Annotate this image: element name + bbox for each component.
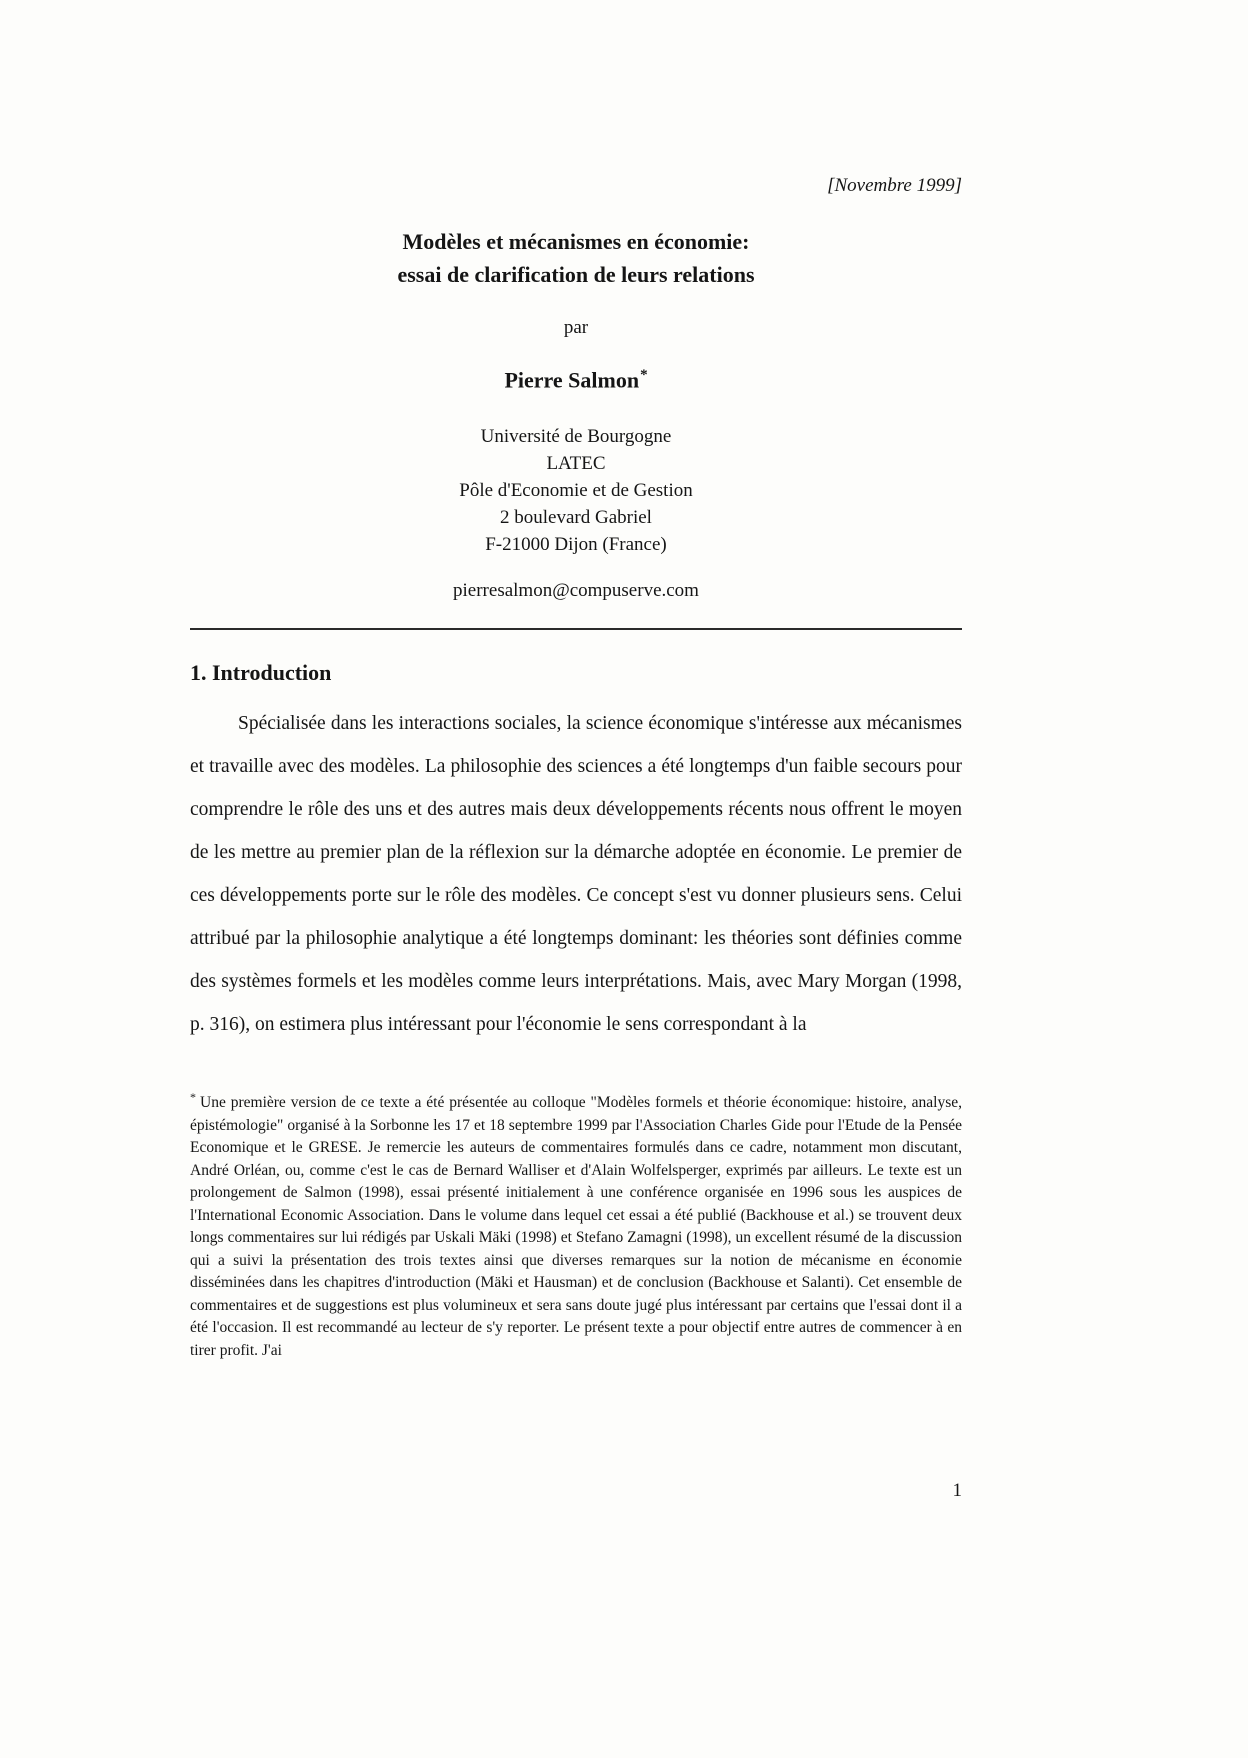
affiliation-department: Pôle d'Economie et de Gestion [459,480,693,502]
affiliation-city: F-21000 Dijon (France) [485,534,667,556]
date-line: [Novembre 1999] [827,175,962,196]
affiliation-lab: LATEC [546,453,606,475]
paper-title [190,225,962,291]
section-heading-introduction: 1. Introduction [190,660,332,686]
byline: par [563,317,589,338]
author-footnote-mark: * [640,367,648,383]
author-email: pierresalmon@compuserve.com [453,580,699,602]
author-name [190,367,962,393]
footnote-text: Une première version de ce texte a été présentée au colloque "Modèles formels et théorie économique: histoire, analyse, épistémologie" organisé à la Sorbonne les 17 et 18 septembre 1999 par l'Association Charles Gide pour l'Etude de la Pensée Economique et le GRESE. Je remercie les auteurs de commentaires formulés dans ce cadre, notamment mon discutant, André Orléan, ou, comme c'est le cas de Bernard Walliser et d'Alain Wolfelsperger, exprimés par ailleurs. Le texte est un prolongement de Salmon (1998), essai présenté initialement à une conférence organisée en 1996 sous les auspices de l'International Economic Association. Dans le volume dans lequel cet essai a été publié (Backhouse et al.) se trouvent deux longs commentaires sur lui rédigés par Uskali Mäki (1998) et Stefano Zamagni (1998), un excellent résumé de la discussion qui a suivi la présentation des trois textes ainsi que diverses remarques sur la notion de mécanisme en économie disséminées dans les chapitres d'introduction (Mäki et Hausman) et de conclusion (Backhouse et Salanti). Cet ensemble de commentaires et de suggestions est plus volumineux et sera sans doute jugé plus intéressant par certains que l'essai dont il a été l'occasion. Il est recommandé au lecteur de s'y reporter. Le présent texte a pour objectif entre autres de commencer à en tirer profit. J'ai [190,1094,962,1359]
introduction-paragraph: Spécialisée dans les interactions sociales, la science économique s'intéresse aux mécanismes et travaille avec des modèles. La philosophie des sciences a été longtemps d'un faible secours pour comprendre le rôle des uns et des autres mais deux développements récents nous offrent le moyen de les mettre au premier plan de la réflexion sur la démarche adoptée en économie. Le premier de ces développements porte sur le rôle des modèles. Ce concept s'est vu donner plusieurs sens. Celui attribué par la philosophie analytique a été longtemps dominant: les théories sont définies comme des systèmes formels et les modèles comme leurs interprétations. Mais, avec Mary Morgan (1998, p. 316), on estimera plus intéressant pour l'économie le sens correspondant à la [190,713,962,1036]
paper-title-line2: essai de clarification de leurs relations [397,262,755,287]
author-name-text: Pierre Salmon [504,367,640,393]
affiliation-university: Université de Bourgogne [480,426,672,448]
affiliation-block [190,423,962,558]
header-divider [190,628,962,630]
footnote-mark: * [190,1090,196,1105]
footnote [190,1086,962,1362]
paper-title-line1: Modèles et mécanismes en économie: [402,229,750,254]
page-content [190,0,962,1501]
page-number: 1 [952,1480,962,1501]
affiliation-street: 2 boulevard Gabriel [500,507,652,529]
